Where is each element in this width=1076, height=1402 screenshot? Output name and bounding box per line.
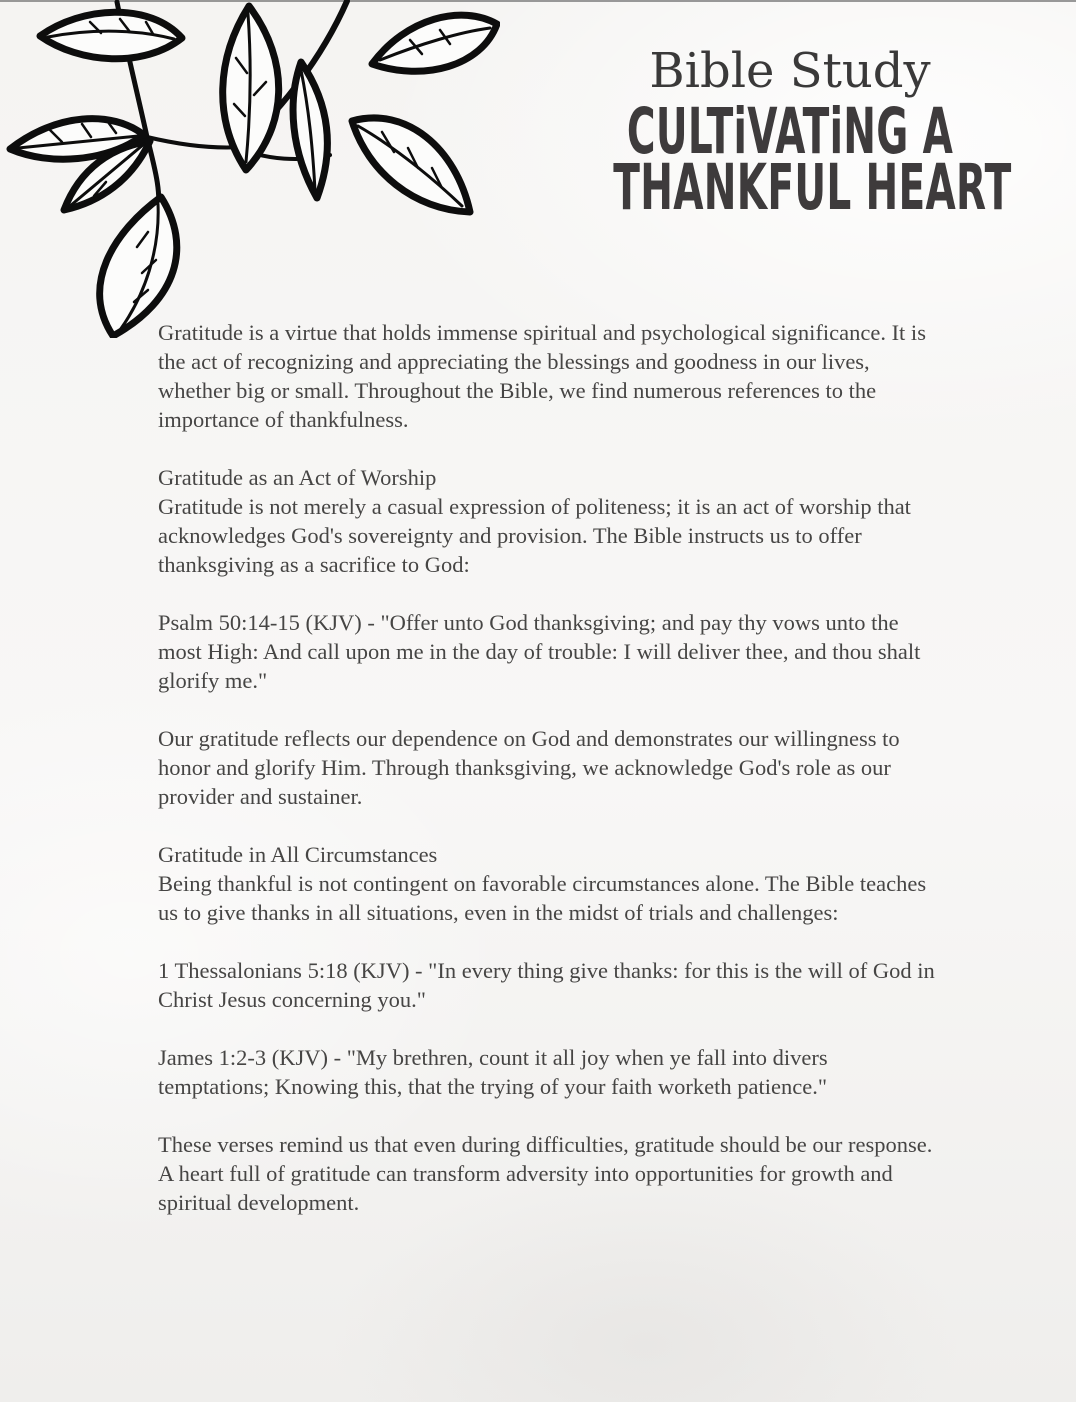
paragraph-act-of-worship — [158, 463, 936, 579]
paragraph-text: Being thankful is not contingent on favorable circumstances alone. The Bible teaches us to give thanks in all situations, even in the midst of trials and challenges: — [158, 871, 927, 925]
page-title-line-2: THANKFUL HEART — [613, 151, 1012, 224]
page-title-line-1: CULTiVATiNG A — [626, 95, 954, 168]
page-title-main — [505, 95, 1075, 224]
paragraph-thessalonians-quote — [158, 956, 936, 1014]
paragraph-conclusion — [158, 1130, 936, 1217]
paragraph-heading: Gratitude as an Act of Worship — [158, 465, 437, 490]
paragraph-text: Psalm 50:14-15 (KJV) - "Offer unto God thanksgiving; and pay thy vows unto the most High: And call upon me in the day of trouble: I will deliver thee, and thou shalt glorify me." — [158, 610, 921, 693]
paragraph-text: James 1:2-3 (KJV) - "My brethren, count it all joy when ye fall into divers temptations; Knowing this, that the trying of your faith worketh patience." — [158, 1045, 828, 1099]
leaf-branch-icon — [0, 0, 500, 338]
paragraph-text: These verses remind us that even during difficulties, gratitude should be our response. A heart full of gratitude can transform adversity into opportunities for growth and spiritual development. — [158, 1132, 933, 1215]
paragraph-dependence — [158, 724, 936, 811]
paragraph-james-quote — [158, 1043, 936, 1101]
paragraph-text: Our gratitude reflects our dependence on God and demonstrates our willingness to honor and glorify Him. Through thanksgiving, we acknowledge God's role as our provider and sustainer. — [158, 726, 900, 809]
paragraph-text: Gratitude is a virtue that holds immense spiritual and psychological significance. It is the act of recognizing and appreciating the blessings and goodness in our lives, whether big or small. Throughout the Bible, we find numerous references to the importance of thankfulness. — [158, 320, 926, 432]
paragraph-all-circumstances — [158, 840, 936, 927]
paragraph-psalm-quote — [158, 608, 936, 695]
paragraph-text: Gratitude is not merely a casual expression of politeness; it is an act of worship that acknowledges God's sovereignty and provision. The Bible instructs us to offer thanksgiving as a sacrifice to God: — [158, 494, 911, 577]
page-title-small: Bible Study — [649, 43, 931, 99]
document-body — [158, 318, 936, 1217]
paragraph-intro — [158, 318, 936, 434]
paragraph-heading: Gratitude in All Circumstances — [158, 842, 438, 867]
leaf-branch-illustration — [0, 0, 500, 338]
paragraph-text: 1 Thessalonians 5:18 (KJV) - "In every thing give thanks: for this is the will of God in Christ Jesus concerning you." — [158, 958, 935, 1012]
page-header — [505, 43, 1075, 224]
